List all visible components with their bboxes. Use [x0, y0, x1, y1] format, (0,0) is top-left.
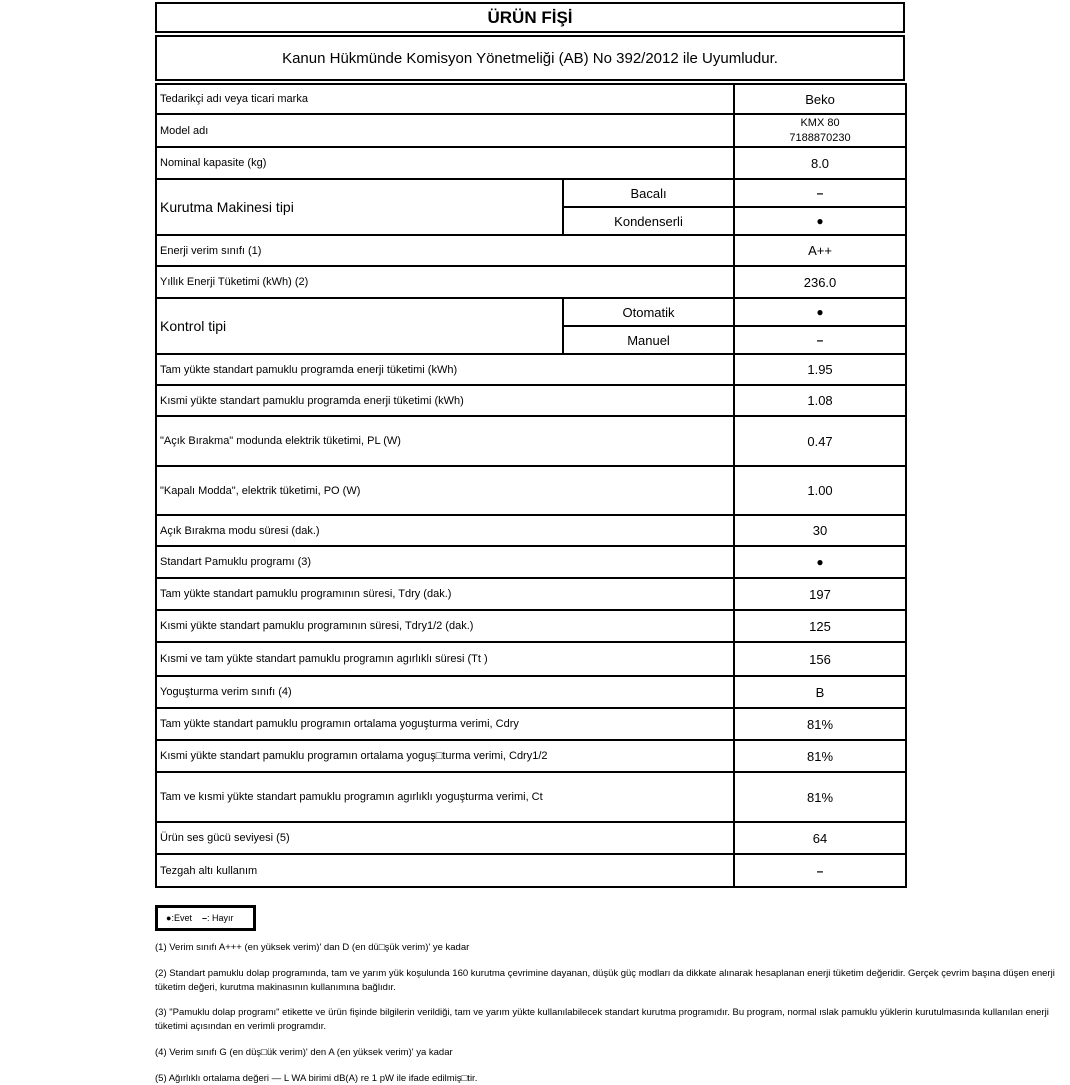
- table-row: [156, 266, 906, 298]
- table-row: [156, 642, 906, 676]
- table-row: [156, 147, 906, 179]
- row-value: 0.47: [734, 416, 906, 466]
- row-value: 236.0: [734, 266, 906, 298]
- row-value: 156: [734, 642, 906, 676]
- table-row: [156, 546, 906, 578]
- row-label: "Kapalı Modda", elektrik tüketimi, PO (W): [156, 466, 734, 515]
- legend-no-label: : Hayır: [206, 913, 234, 923]
- table-row: [156, 740, 906, 772]
- row-value: 8.0: [734, 147, 906, 179]
- regulation-subtitle: Kanun Hükmünde Komisyon Yönetmeliği (AB) No 392/2012 ile Uyumludur.: [155, 35, 905, 81]
- page-title: ÜRÜN FİŞİ: [155, 2, 905, 33]
- row-label: Kısmi ve tam yükte standart pamuklu programın agırlıklı süresi (Tt ): [156, 642, 734, 676]
- row-sublabel: Manuel: [563, 326, 734, 354]
- row-label: "Açık Bırakma" modunda elektrik tüketimi, PL (W): [156, 416, 734, 466]
- table-row: [156, 708, 906, 740]
- filled-dot-icon: ●: [166, 913, 172, 923]
- row-value: 197: [734, 578, 906, 610]
- legend-no: [202, 913, 234, 923]
- row-label: Standart Pamuklu programı (3): [156, 546, 734, 578]
- table-row: [156, 179, 906, 207]
- row-value: A++: [734, 235, 906, 266]
- table-row: [156, 676, 906, 708]
- row-value: 1.00: [734, 466, 906, 515]
- footnote: (3) "Pamuklu dolap programı" etikette ve ürün fişinde bilgilerin verildiği, tam ve yarım yükte kullanılabilecek standart kurutma programıdır. Bu program, normal ıslak pamuklu yüklerin kurutulmasında kullanılan enerji tüketimi açısından en verimli programdır.: [155, 1007, 1049, 1033]
- table-row: [156, 772, 906, 822]
- footnote: (2) Standart pamuklu dolap programında, tam ve yarım yük koşulunda 160 kurutma çevrimine dayanan, düşük güç modları da dikkate alınarak hesaplanan enerji tüketim değeridir. Gerçek çevrim başına düşen enerji tüketim değeri, kurutma makinasının kullanımına bağlıdır.: [155, 967, 1055, 993]
- row-label: Tedarikçi adı veya ticari marka: [156, 84, 734, 114]
- row-value: B: [734, 676, 906, 708]
- row-label: Yıllık Enerji Tüketimi (kWh) (2): [156, 266, 734, 298]
- row-label: Kısmi yükte standart pamuklu programının süresi, Tdry1/2 (dak.): [156, 610, 734, 642]
- table-row: [156, 854, 906, 887]
- row-value: 64: [734, 822, 906, 854]
- table-row: [156, 822, 906, 854]
- footnotes: [155, 941, 1067, 1085]
- row-label: Kısmi yükte standart pamuklu programın ortalama yoguş□turma verimi, Cdry1/2: [156, 740, 734, 772]
- row-sublabel: Bacalı: [563, 179, 734, 207]
- row-sublabel: Otomatik: [563, 298, 734, 326]
- row-value: –: [734, 179, 906, 207]
- table-row: [156, 354, 906, 385]
- row-label: Tezgah altı kullanım: [156, 854, 734, 887]
- row-label: Tam yükte standart pamuklu programın ortalama yoguşturma verimi, Cdry: [156, 708, 734, 740]
- product-fiche: [155, 2, 905, 888]
- row-value: 30: [734, 515, 906, 546]
- row-label: Model adı: [156, 114, 734, 147]
- model-number: 7188870230: [789, 131, 851, 144]
- footnote: (1) Verim sınıfı A+++ (en yüksek verim)' dan D (en dü□şük verim)' ye kadar: [155, 942, 470, 953]
- legend-yes-label: :Evet: [171, 913, 192, 923]
- row-value: ●: [734, 207, 906, 235]
- table-row: [156, 416, 906, 466]
- row-label: Kontrol tipi: [156, 298, 563, 354]
- table-row: [156, 610, 906, 642]
- product-fiche-table: [155, 83, 907, 888]
- table-row: [156, 114, 906, 147]
- row-label: Kurutma Makinesi tipi: [156, 179, 563, 235]
- row-label: Enerji verim sınıfı (1): [156, 235, 734, 266]
- table-row: [156, 515, 906, 546]
- row-value: ●: [734, 546, 906, 578]
- row-value: 1.08: [734, 385, 906, 416]
- row-value: ●: [734, 298, 906, 326]
- legend-box: [155, 905, 256, 931]
- row-value: –: [734, 854, 906, 887]
- dash-icon: –: [201, 913, 207, 923]
- row-value: 1.95: [734, 354, 906, 385]
- row-value: –: [734, 326, 906, 354]
- row-sublabel: Kondenserli: [563, 207, 734, 235]
- table-row: [156, 385, 906, 416]
- row-value: 125: [734, 610, 906, 642]
- table-row: [156, 578, 906, 610]
- row-label: Tam yükte standart pamuklu programda enerji tüketimi (kWh): [156, 354, 734, 385]
- table-row: [156, 84, 906, 114]
- model-name: KMX 80: [800, 117, 840, 130]
- row-value: 81%: [734, 740, 906, 772]
- table-row: [156, 235, 906, 266]
- footnote: (4) Verim sınıfı G (en düş□ük verim)' den A (en yüksek verim)' ya kadar: [155, 1046, 453, 1058]
- row-value: 81%: [734, 772, 906, 822]
- row-label: Nominal kapasite (kg): [156, 147, 734, 179]
- footnote: (5) Ağırlıklı ortalama değeri — L WA birimi dB(A) re 1 pW ile ifade edilmiş□tir.: [155, 1072, 478, 1084]
- row-value: [734, 114, 906, 147]
- row-label: Tam ve kısmi yükte standart pamuklu programın agırlıklı yoguşturma verimi, Ct: [156, 772, 734, 822]
- row-label: Açık Bırakma modu süresi (dak.): [156, 515, 734, 546]
- row-value: Beko: [734, 84, 906, 114]
- row-value: 81%: [734, 708, 906, 740]
- row-label: Kısmi yükte standart pamuklu programda enerji tüketimi (kWh): [156, 385, 734, 416]
- row-label: Ürün ses gücü seviyesi (5): [156, 822, 734, 854]
- row-label: Yoguşturma verim sınıfı (4): [156, 676, 734, 708]
- legend-yes: [166, 913, 192, 923]
- table-row: [156, 298, 906, 326]
- table-row: [156, 466, 906, 515]
- row-label: Tam yükte standart pamuklu programının süresi, Tdry (dak.): [156, 578, 734, 610]
